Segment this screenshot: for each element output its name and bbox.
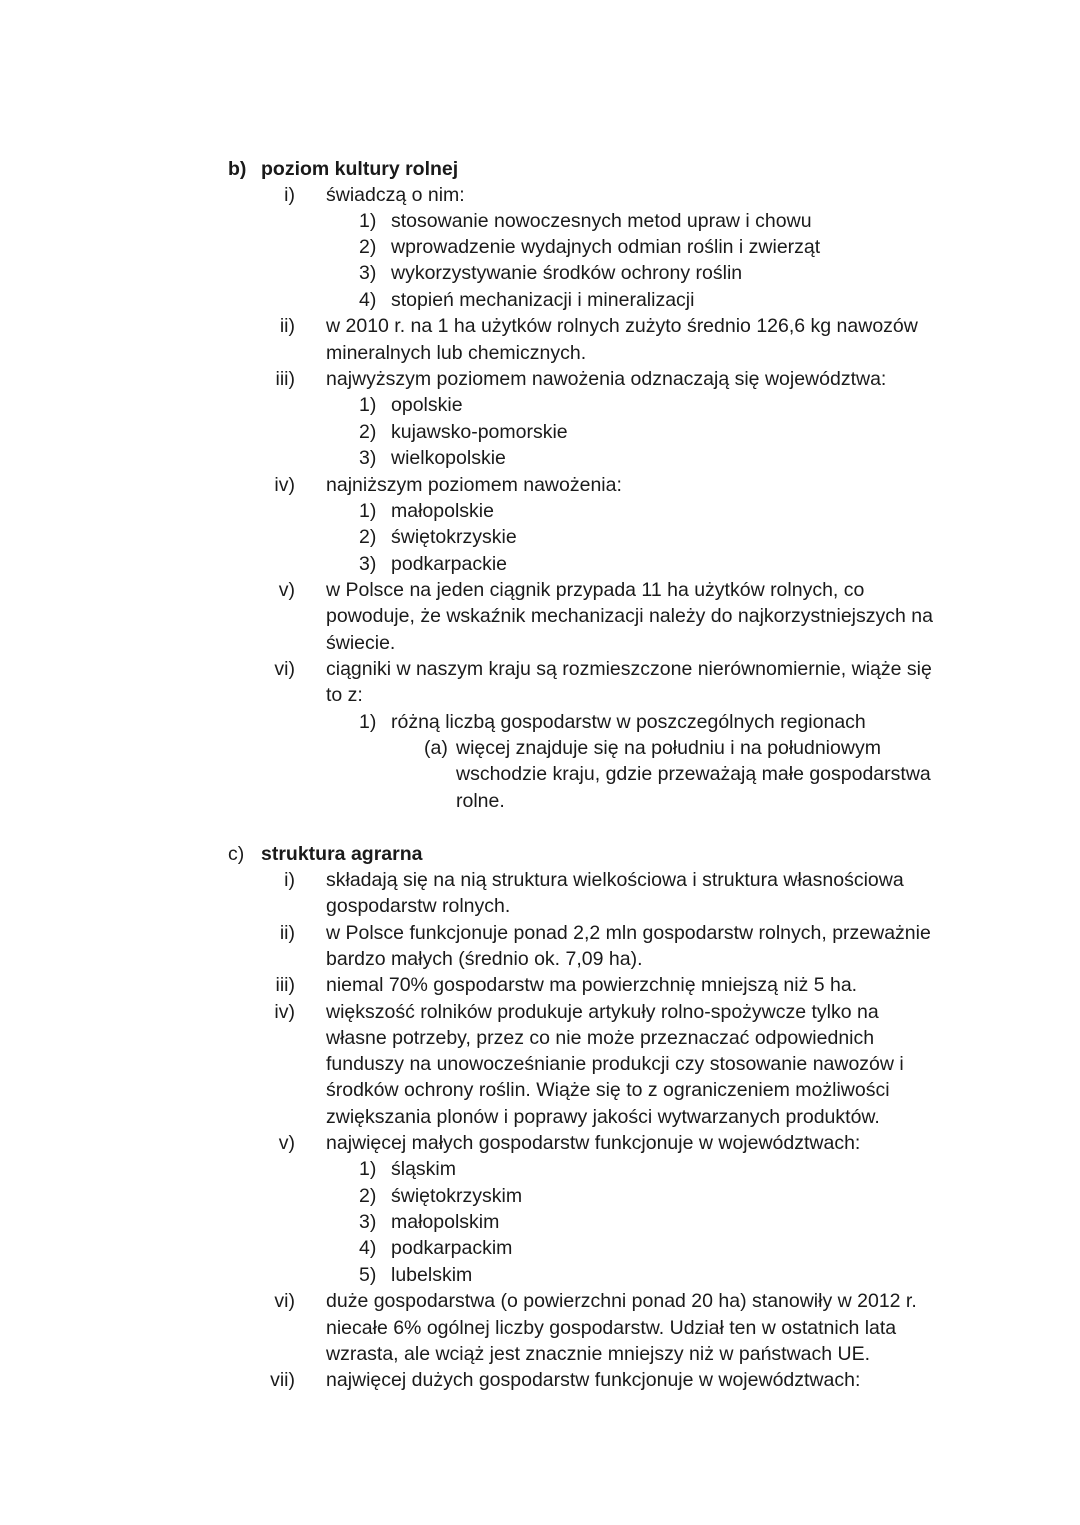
section-b-item-v-marker: v) [278, 579, 295, 601]
section-c-item-ii-line-2: bardzo małych (średnio ok. 7,09 ha). [326, 948, 643, 970]
section-b-item-vi-sub-1a-line-1: więcej znajduje się na południu i na południowym [456, 737, 881, 759]
section-c-item-v-sub-1-marker: 1) [359, 1158, 377, 1180]
section-c-item-iv-line-5: zwiększania plonów i poprawy jakości wytwarzanych produktów. [326, 1106, 880, 1128]
section-b-item-i-sub-2-marker: 2) [359, 236, 377, 258]
section-b-item-iii-marker: iii) [275, 368, 295, 390]
section-c-item-iii-marker: iii) [275, 974, 295, 996]
section-b-heading: poziom kultury rolnej [261, 158, 459, 180]
section-c-item-v-sub-1-text: śląskim [391, 1158, 457, 1180]
section-c-item-v-sub-4-marker: 4) [359, 1237, 377, 1259]
section-b-item-vi-line-2: to z: [326, 684, 363, 706]
section-c-item-iv-line-4: środków ochrony roślin. Wiąże się to z ograniczeniem możliwości [326, 1079, 890, 1101]
section-b-item-i-sub-3-marker: 3) [359, 262, 377, 284]
section-c-item-i-line-2: gospodarstw rolnych. [326, 895, 511, 917]
section-b-item-v-line-2: powoduje, że wskaźnik mechanizacji należy do najkorzystniejszych na [326, 605, 933, 627]
section-c-item-v-sub-2-text: świętokrzyskim [391, 1185, 523, 1207]
section-b-item-i-sub-4-text: stopień mechanizacji i mineralizacji [391, 289, 695, 311]
section-c-item-vi-line-2: niecałe 6% ogólnej liczby gospodarstw. Udział ten w ostatnich lata [326, 1317, 897, 1339]
section-b-item-iii-sub-1-marker: 1) [359, 394, 377, 416]
section-b-item-vi-line-1: ciągniki w naszym kraju są rozmieszczone nierównomiernie, wiąże się [326, 658, 932, 680]
section-c-item-vi-marker: vi) [274, 1290, 295, 1312]
section-c-item-ii-marker: ii) [279, 922, 295, 944]
section-b-item-vi-sub-1-text: różną liczbą gospodarstw w poszczególnych regionach [391, 711, 866, 733]
section-c-heading: struktura agrarna [261, 843, 423, 865]
section-c-item-vii-marker: vii) [270, 1369, 295, 1391]
section-b-item-iv-sub-2-text: świętokrzyskie [391, 526, 517, 548]
section-b-item-vi-sub-1-marker: 1) [359, 711, 377, 733]
section-c-item-i-line-1: składają się na nią struktura wielkościowa i struktura własnościowa [326, 869, 904, 891]
section-c-item-v-marker: v) [278, 1132, 295, 1154]
section-c-item-v-text: najwięcej małych gospodarstw funkcjonuje w województwach: [326, 1132, 861, 1154]
section-b-item-iii-sub-2-marker: 2) [359, 421, 377, 443]
section-b-item-v-line-3: świecie. [326, 632, 396, 654]
section-b-item-iii-sub-1-text: opolskie [391, 394, 463, 416]
section-c-item-iii-text: niemal 70% gospodarstw ma powierzchnię mniejszą niż 5 ha. [326, 974, 858, 996]
section-c-item-v-sub-2-marker: 2) [359, 1185, 377, 1207]
section-b-item-v-line-1: w Polsce na jeden ciągnik przypada 11 ha użytków rolnych, co [326, 579, 865, 601]
section-b-item-i-sub-3-text: wykorzystywanie środków ochrony roślin [391, 262, 743, 284]
section-b-item-vi-sub-1a-marker: (a) [424, 737, 448, 759]
section-b-marker: b) [228, 158, 247, 180]
section-b-item-iv-marker: iv) [274, 474, 295, 496]
section-c-item-iv-line-3: funduszy na unowocześnianie produkcji czy stosowanie nawozów i [326, 1053, 904, 1075]
section-b-item-iv-sub-1-marker: 1) [359, 500, 377, 522]
section-b-item-i-sub-1-text: stosowanie nowoczesnych metod upraw i chowu [391, 210, 812, 232]
section-c-item-v-sub-3-marker: 3) [359, 1211, 377, 1233]
section-c-item-iv-line-1: większość rolników produkuje artykuły rolno-spożywcze tylko na [326, 1001, 879, 1023]
section-b-item-iii-sub-3-text: wielkopolskie [391, 447, 506, 469]
section-c-item-v-sub-5-text: lubelskim [391, 1264, 473, 1286]
section-c-item-v-sub-4-text: podkarpackim [391, 1237, 513, 1259]
section-b-item-i-text: świadczą o nim: [326, 184, 465, 206]
section-b-item-ii-marker: ii) [279, 315, 295, 337]
section-c-item-iv-marker: iv) [274, 1001, 295, 1023]
section-b-item-ii-line-1: w 2010 r. na 1 ha użytków rolnych zużyto średnio 126,6 kg nawozów [326, 315, 918, 337]
section-b-item-i-sub-2-text: wprowadzenie wydajnych odmian roślin i zwierząt [391, 236, 821, 258]
section-c-marker: c) [228, 843, 245, 865]
section-b-item-i-sub-4-marker: 4) [359, 289, 377, 311]
section-b-item-vi-sub-1a-line-3: rolne. [456, 790, 505, 812]
section-b-item-iv-text: najniższym poziomem nawożenia: [326, 474, 622, 496]
section-c-item-vii-text: najwięcej dużych gospodarstw funkcjonuje w województwach: [326, 1369, 861, 1391]
section-c-item-v-sub-3-text: małopolskim [391, 1211, 500, 1233]
section-b-item-iv-sub-1-text: małopolskie [391, 500, 494, 522]
section-b-item-iii-sub-2-text: kujawsko-pomorskie [391, 421, 568, 443]
section-c-item-ii-line-1: w Polsce funkcjonuje ponad 2,2 mln gospodarstw rolnych, przeważnie [326, 922, 931, 944]
section-c-item-vi-line-1: duże gospodarstwa (o powierzchni ponad 20 ha) stanowiły w 2012 r. [326, 1290, 917, 1312]
section-b-item-iv-sub-3-text: podkarpackie [391, 553, 507, 575]
section-b-item-ii-line-2: mineralnych lub chemicznych. [326, 342, 587, 364]
section-b-item-i-marker: i) [284, 184, 295, 206]
section-b-item-iv-sub-2-marker: 2) [359, 526, 377, 548]
section-b-item-iii-text: najwyższym poziomem nawożenia odznaczają się województwa: [326, 368, 887, 390]
section-b-item-iii-sub-3-marker: 3) [359, 447, 377, 469]
section-c-item-iv-line-2: własne potrzeby, przez co nie może przeznaczać odpowiednich [326, 1027, 875, 1049]
section-c-item-i-marker: i) [284, 869, 295, 891]
section-b-item-iv-sub-3-marker: 3) [359, 553, 377, 575]
section-b-item-vi-marker: vi) [274, 658, 295, 680]
section-b-item-i-sub-1-marker: 1) [359, 210, 377, 232]
section-b-item-vi-sub-1a-line-2: wschodzie kraju, gdzie przeważają małe gospodarstwa [456, 763, 931, 785]
section-c-item-v-sub-5-marker: 5) [359, 1264, 377, 1286]
section-c-item-vi-line-3: wzrasta, ale wciąż jest znacznie mniejszy niż w państwach UE. [326, 1343, 871, 1365]
